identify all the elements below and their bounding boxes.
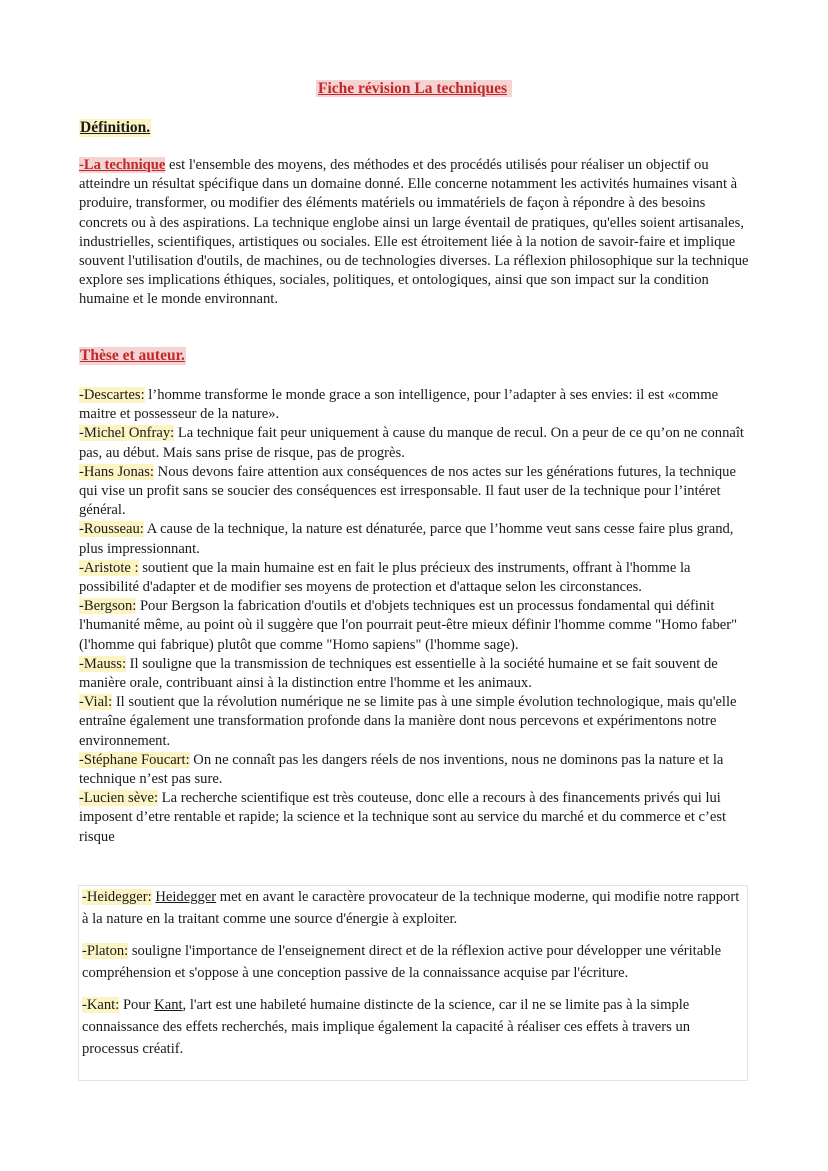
definition-heading: Définition.: [80, 119, 151, 136]
author-text: Il souligne que la transmission de techniques est essentielle à la société humaine et se fait souvent de manière orale, contribuant ainsi à la distinction entre l'homme et les animaux.: [79, 655, 718, 692]
author-text: A cause de la technique, la nature est dénaturée, parce que l’homme veut sans cesse faire plus grand, plus impressionnant.: [79, 521, 734, 557]
author-entry: [79, 424, 751, 462]
author-text: Nous devons faire attention aux conséquences de nos actes sur les générations futures, la technique qui vise un profit sans se soucier des conséquences est irresponsable. Il faut user de la technique pour l’intéret général.: [79, 463, 736, 519]
author-text: soutient que la main humaine est en fait le plus précieux des instruments, offrant à l'homme la possibilité d'adapter et de modifier ses moyens de protection et d'attaque selon les circonstances.: [79, 559, 691, 596]
author-entry: [79, 597, 751, 655]
definition-term: -La technique: [79, 157, 166, 173]
author-text: La technique fait peur uniquement à cause du manque de recul. On a peur de ce qu’on ne connaît pas, au début. Mais sans prise de risque, pas de progrès.: [79, 425, 744, 461]
author-name: -Descartes:: [79, 387, 145, 403]
author-entry: [79, 789, 751, 847]
author-name: -Michel Onfray:: [79, 425, 175, 442]
heidegger-reference: Heidegger: [155, 889, 217, 905]
author-entry-platon: [82, 941, 744, 984]
author-entry: [79, 751, 751, 789]
author-name: -Rousseau:: [79, 521, 144, 538]
author-text: Pour Bergson la fabrication d'outils et d'objets techniques est un processus fondamental qui définit l'humanité même, au point où il suggère que l'on pourrait peut-être mieux définir l'homme comme "Homo faber" (l'homme qui fabrique) plutôt que comme "Homo sapiens" (l'homme sage).: [79, 598, 738, 653]
author-name: -Aristote :: [79, 559, 139, 576]
author-text: l’homme transforme le monde grace a son intelligence, pour l’adapter à ses envies: il est «comme maitre et possesseur de la nature».: [79, 387, 719, 423]
author-text: , l'art est une habileté humaine distincte de la science, car il ne se limite pas à la simple connaissance des effets recherchés, mais implique également la capacité à réaliser ces effets à travers un processus créatif.: [82, 997, 691, 1057]
author-entry-heidegger: [82, 887, 744, 930]
author-name: -Lucien sève:: [79, 790, 159, 807]
author-name: -Heidegger:: [82, 889, 152, 905]
author-name: -Hans Jonas:: [79, 463, 154, 480]
author-name: -Stéphane Foucart:: [79, 751, 190, 768]
author-text: souligne l'importance de l'enseignement direct et de la réflexion active pour développer une véritable compréhension et s'oppose à une conception passive de la connaissance acquise par l'écriture.: [82, 943, 722, 981]
authors-box: [78, 885, 748, 1081]
kant-reference: Kant: [154, 997, 183, 1014]
author-entry: [79, 693, 751, 751]
authors-list: [79, 386, 751, 847]
author-entry: [79, 463, 751, 521]
these-heading: Thèse et auteur.: [80, 347, 185, 364]
author-name: -Platon:: [82, 943, 129, 960]
author-name: -Bergson:: [79, 598, 137, 615]
author-name: -Mauss:: [79, 655, 127, 672]
page-title: Fiche révision La techniques: [0, 80, 828, 98]
author-entry: [79, 655, 751, 693]
definition-paragraph: [79, 156, 751, 310]
author-entry: [79, 559, 751, 597]
author-text: met en avant le caractère provocateur de la technique moderne, qui modifie notre rapport à la nature en la traitant comme une source d'énergie à exploiter.: [82, 889, 740, 927]
author-name: -Vial:: [79, 694, 113, 711]
author-name: -Kant:: [82, 997, 120, 1014]
author-text: Il soutient que la révolution numérique ne se limite pas à une simple évolution technologique, mais qu'elle entraîne également une transformation profonde dans la manière dont nous percevons et expérimentons notre environnement.: [79, 694, 737, 749]
author-entry-kant: [82, 995, 744, 1060]
definition-text: est l'ensemble des moyens, des méthodes et des procédés utilisés pour réaliser un objectif ou atteindre un résultat spécifique dans un domaine donné. Elle concerne notamment les activités humaines visant à produire, transformer, ou modifier des éléments matériels ou immatériels de façon à répondre à des besoins concrets ou à des aspirations. La technique englobe ainsi un large éventail de pratiques, qu'elles soient artisanales, industrielles, scientifiques, artistiques ou sociales. Elle est étroitement liée à la notion de savoir-faire et implique souvent l'utilisation d'outils, de machines, ou de technologies diverses. La réflexion philosophique sur la technique explore ses implications éthiques, sociales, politiques, et ontologiques, ainsi que son impact sur la condition humaine et le monde environnant.: [79, 157, 749, 308]
author-entry: [79, 520, 751, 558]
author-text: On ne connaît pas les dangers réels de nos inventions, nous ne dominons pas la nature et la technique n’est pas sure.: [79, 751, 724, 788]
author-text-pre: Pour: [119, 997, 155, 1014]
author-entry: [79, 386, 751, 424]
author-text: La recherche scientifique est très couteuse, donc elle a recours à des financements privés qui lui imposent d’etre rentable et rapide; la science et la technique sont au service du marché et du commerce et c’est risque: [79, 790, 727, 845]
